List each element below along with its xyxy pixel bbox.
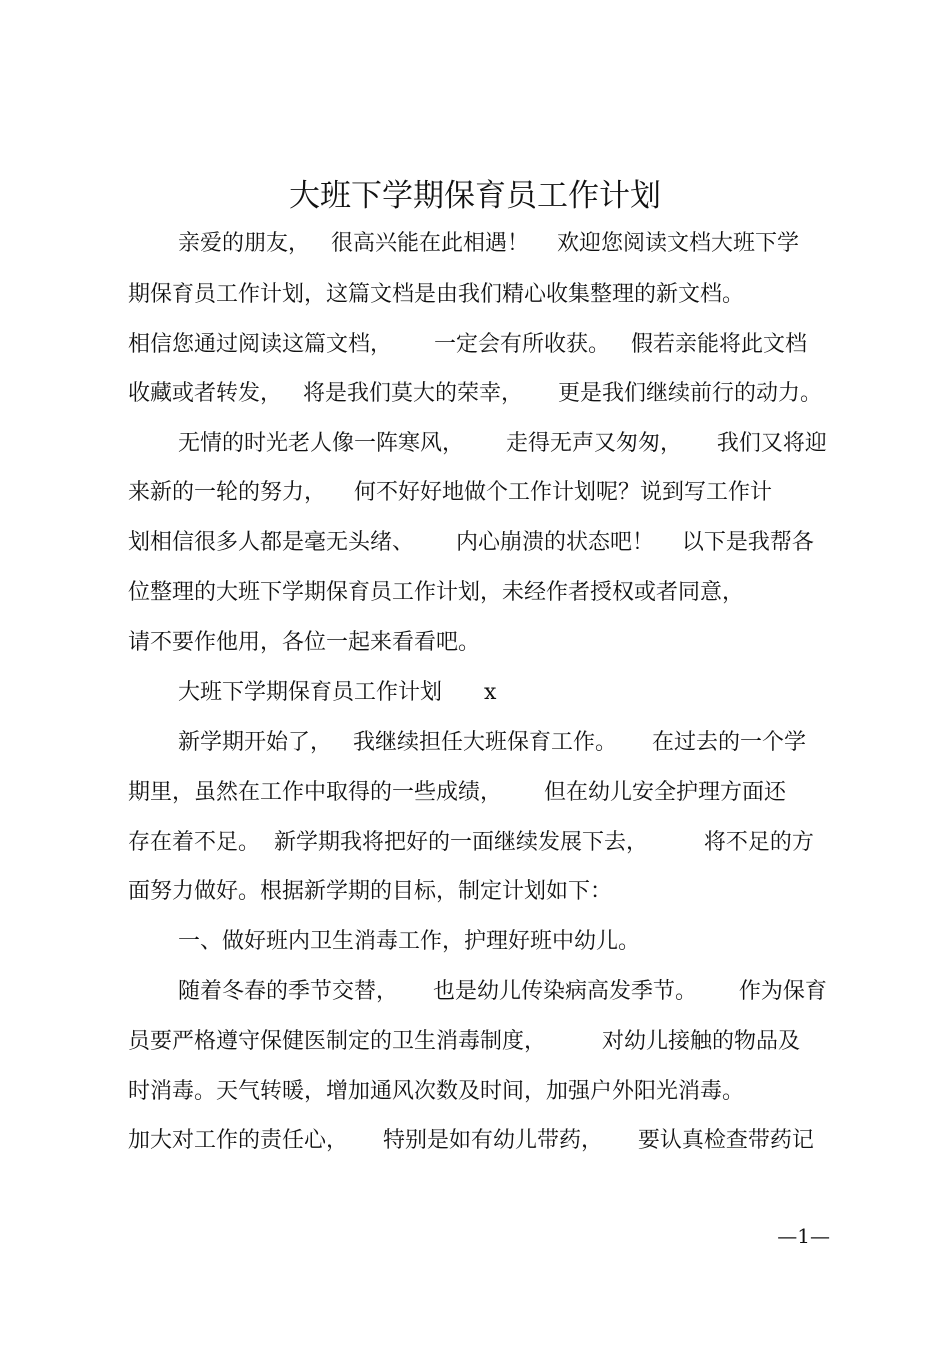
paragraph-line: 收藏或者转发， 将是我们莫大的荣幸， 更是我们继续前行的动力。 [128, 381, 822, 406]
document-title: 大班下学期保育员工作计划 [289, 178, 661, 214]
paragraph-line: 加大对工作的责任心， 特别是如有幼儿带药， 要认真检查带药记 [128, 1128, 814, 1153]
paragraph-line: 来新的一轮的努力， 何不好好地做个工作计划呢？说到写工作计 [128, 480, 772, 505]
paragraph-line: 位整理的大班下学期保育员工作计划，未经作者授权或者同意， [128, 580, 745, 605]
paragraph-line: 时消毒。天气转暖，增加通风次数及时间，加强户外阳光消毒。 [128, 1079, 745, 1104]
paragraph-line: 随着冬春的季节交替， 也是幼儿传染病高发季节。 作为保育 [178, 979, 827, 1004]
paragraph-line: 期保育员工作计划，这篇文档是由我们精心收集整理的新文档。 [128, 282, 745, 307]
paragraph-line: 新学期开始了， 我继续担任大班保育工作。 在过去的一个学 [178, 730, 806, 755]
paragraph-line: 请不要作他用，各位一起来看看吧。 [128, 630, 481, 655]
paragraph-line: 相信您通过阅读这篇文档， 一定会有所收获。 假若亲能将此文档 [128, 332, 807, 357]
paragraph-line: 划相信很多人都是毫无头绪、 内心崩溃的状态吧！ 以下是我帮各 [128, 530, 814, 555]
paragraph-line: 亲爱的朋友， 很高兴能在此相遇！ 欢迎您阅读文档大班下学 [178, 231, 799, 256]
paragraph-line: 员要严格遵守保健医制定的卫生消毒制度， 对幼儿接触的物品及 [128, 1029, 800, 1054]
section-heading: 大班下学期保育员工作计划 x [178, 680, 497, 705]
paragraph-line: 期里，虽然在工作中取得的一些成绩， 但在幼儿安全护理方面还 [128, 780, 786, 805]
paragraph-line: 无情的时光老人像一阵寒风， 走得无声又匆匆， 我们又将迎 [178, 431, 827, 456]
page-number: —1— [777, 1224, 830, 1248]
section-heading: 一、做好班内卫生消毒工作，护理好班中幼儿。 [178, 929, 641, 954]
paragraph-line: 存在着不足。 新学期我将把好的一面继续发展下去， 将不足的方 [128, 830, 814, 855]
paragraph-line: 面努力做好。根据新学期的目标，制定计划如下： [128, 879, 613, 904]
